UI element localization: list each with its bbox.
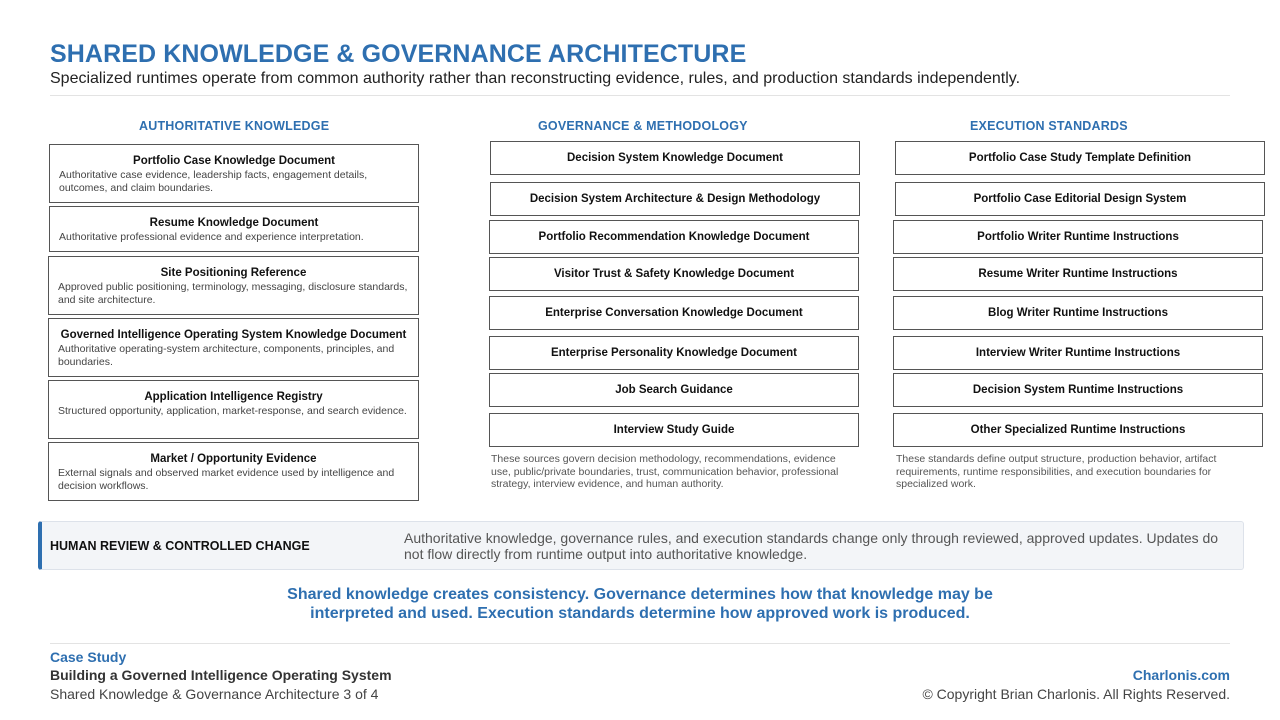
knowledge-card-title: Application Intelligence Registry [144, 391, 323, 403]
execution-card-title: Blog Writer Runtime Instructions [988, 307, 1168, 319]
execution-card [893, 296, 1263, 330]
footer-document-name: Building a Governed Intelligence Operating System [50, 667, 392, 683]
knowledge-card [48, 318, 419, 377]
knowledge-card-desc: Authoritative professional evidence and experience interpretation. [59, 231, 364, 243]
knowledge-card-desc: Authoritative operating-system architecture, components, principles, and boundaries. [58, 343, 395, 368]
execution-card-title: Decision System Runtime Instructions [972, 384, 1184, 396]
governance-card-title: Portfolio Recommendation Knowledge Document [538, 231, 810, 243]
knowledge-card-title: Governed Intelligence Operating System Knowledge Document [60, 329, 407, 341]
execution-card [895, 141, 1265, 175]
knowledge-card-title: Market / Opportunity Evidence [150, 453, 317, 465]
knowledge-card [48, 256, 419, 315]
governance-card-title: Enterprise Personality Knowledge Document [550, 347, 798, 359]
execution-heading: EXECUTION STANDARDS [970, 119, 1128, 133]
knowledge-card-title: Resume Knowledge Document [149, 217, 319, 229]
page-subtitle: Specialized runtimes operate from common authority rather than reconstructing evidence, rules, and production standards independently. [50, 70, 1021, 87]
governance-card [489, 220, 859, 254]
footer-divider [50, 643, 1230, 644]
knowledge-card-desc: External signals and observed market evidence used by intelligence and decision workflows. [58, 467, 395, 492]
footer-site-link[interactable]: Charlonis.com [1132, 667, 1230, 683]
header-divider [50, 95, 1230, 96]
execution-card-title: Other Specialized Runtime Instructions [970, 424, 1186, 436]
knowledge-card-desc: Approved public positioning, terminology, messaging, disclosure standards, and site architecture. [58, 281, 408, 306]
execution-card [893, 257, 1263, 291]
governance-heading: GOVERNANCE & METHODOLOGY [538, 119, 748, 133]
governance-card [489, 336, 859, 370]
tagline-line-1: Shared knowledge creates consistency. Governance determines how that knowledge may be [287, 586, 993, 603]
governance-card-title: Enterprise Conversation Knowledge Document [545, 307, 803, 319]
execution-card [893, 336, 1263, 370]
knowledge-card [48, 380, 419, 439]
governance-card [489, 296, 859, 330]
execution-card [895, 182, 1265, 216]
knowledge-card [49, 206, 419, 252]
execution-card-title: Portfolio Case Editorial Design System [973, 193, 1187, 205]
tagline [240, 585, 1040, 623]
execution-note: These standards define output structure, production behavior, artifact requirements, runtime responsibilities, and execution boundaries for specialized work. [896, 453, 1217, 490]
footer-case-study-label: Case Study [50, 649, 127, 665]
knowledge-card-title: Portfolio Case Knowledge Document [133, 155, 335, 167]
knowledge-card-desc: Authoritative case evidence, leadership facts, engagement details, outcomes, and claim boundaries. [59, 169, 368, 194]
governance-card-title: Decision System Architecture & Design Methodology [529, 193, 821, 205]
execution-card-title: Interview Writer Runtime Instructions [975, 347, 1181, 359]
governance-card-title: Decision System Knowledge Document [567, 152, 783, 164]
tagline-line-2: interpreted and used. Execution standards determine how approved work is produced. [310, 605, 970, 622]
knowledge-heading: AUTHORITATIVE KNOWLEDGE [139, 119, 330, 133]
knowledge-card [49, 144, 419, 203]
governance-card-title: Visitor Trust & Safety Knowledge Document [553, 268, 795, 280]
execution-card-title: Portfolio Writer Runtime Instructions [977, 231, 1179, 243]
footer-page-indicator: Shared Knowledge & Governance Architecture 3 of 4 [50, 686, 379, 702]
page-title: SHARED KNOWLEDGE & GOVERNANCE ARCHITECTURE [50, 40, 747, 68]
human-review-label: HUMAN REVIEW & CONTROLLED CHANGE [50, 539, 310, 553]
knowledge-card [48, 442, 419, 501]
governance-card [490, 141, 860, 175]
governance-card-title: Job Search Guidance [615, 384, 733, 396]
knowledge-card-desc: Structured opportunity, application, market-response, and search evidence. [58, 405, 407, 417]
execution-card-title: Portfolio Case Study Template Definition [968, 152, 1192, 164]
governance-card [489, 413, 859, 447]
governance-card [489, 257, 859, 291]
footer-copyright: © Copyright Brian Charlonis. All Rights Reserved. [922, 686, 1230, 702]
execution-card [893, 220, 1263, 254]
human-review-text: Authoritative knowledge, governance rules, and execution standards change only through reviewed, approved updates. Updates do not flow directly from runtime output into authoritative knowledge. [404, 530, 1219, 562]
governance-card [489, 373, 859, 407]
governance-note: These sources govern decision methodology, recommendations, evidence use, public/private boundaries, trust, communication behavior, professional strategy, interview evidence, and human authority. [491, 453, 839, 490]
governance-card-title: Interview Study Guide [613, 424, 735, 436]
knowledge-card-title: Site Positioning Reference [160, 267, 307, 279]
governance-card [490, 182, 860, 216]
execution-card-title: Resume Writer Runtime Instructions [978, 268, 1178, 280]
execution-card [893, 373, 1263, 407]
human-review-panel [38, 521, 1244, 570]
execution-card [893, 413, 1263, 447]
